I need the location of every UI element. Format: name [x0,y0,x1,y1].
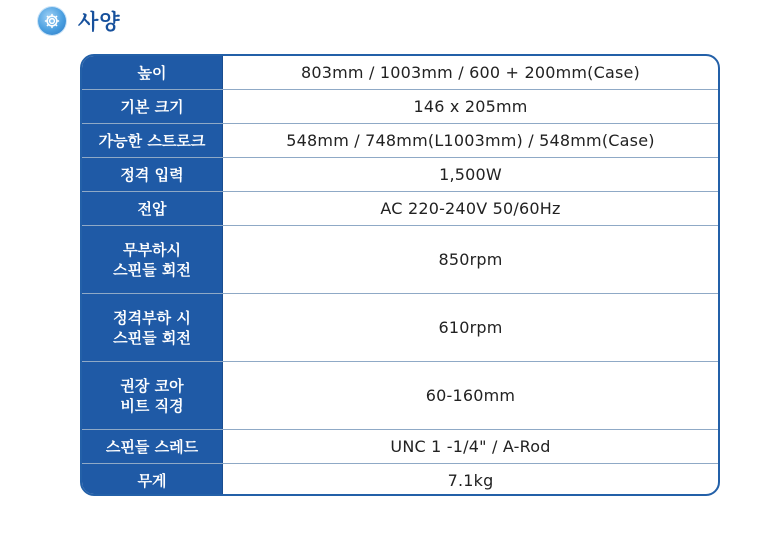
spec-label: 가능한 스트로크 [82,124,223,157]
table-row [82,430,718,464]
table-row [82,226,718,294]
spec-value: UNC 1 -1/4" / A-Rod [390,437,551,456]
spec-value: 610rpm [438,318,503,337]
spec-value: 1,500W [439,165,502,184]
table-row [82,90,718,124]
table-row [82,192,718,226]
table-row [82,294,718,362]
spec-label: 정격부하 시 스핀들 회전 [82,294,223,361]
spec-value: 7.1kg [447,471,494,490]
spec-label: 정격 입력 [82,158,223,191]
table-row [82,158,718,192]
spec-label: 전압 [82,192,223,225]
table-row [82,56,718,90]
page-title: 사양 [78,10,121,34]
gear-icon [38,7,66,35]
spec-label: 스핀들 스레드 [82,430,223,463]
spec-value: 803mm / 1003mm / 600 + 200mm(Case) [301,63,640,82]
table-row [82,464,718,496]
spec-label: 높이 [82,56,223,89]
spec-value: 146 x 205mm [413,97,528,116]
spec-label: 권장 코아 비트 직경 [82,362,223,429]
spec-label: 무게 [82,464,223,496]
table-row [82,362,718,430]
spec-value: 60-160mm [425,386,516,405]
spec-table [80,54,720,496]
spec-label: 무부하시 스핀들 회전 [82,226,223,293]
table-row [82,124,718,158]
section-heading [38,6,121,36]
spec-value: 850rpm [438,250,503,269]
spec-value: AC 220-240V 50/60Hz [380,199,561,218]
spec-value: 548mm / 748mm(L1003mm) / 548mm(Case) [286,131,655,150]
spec-label: 기본 크기 [82,90,223,123]
